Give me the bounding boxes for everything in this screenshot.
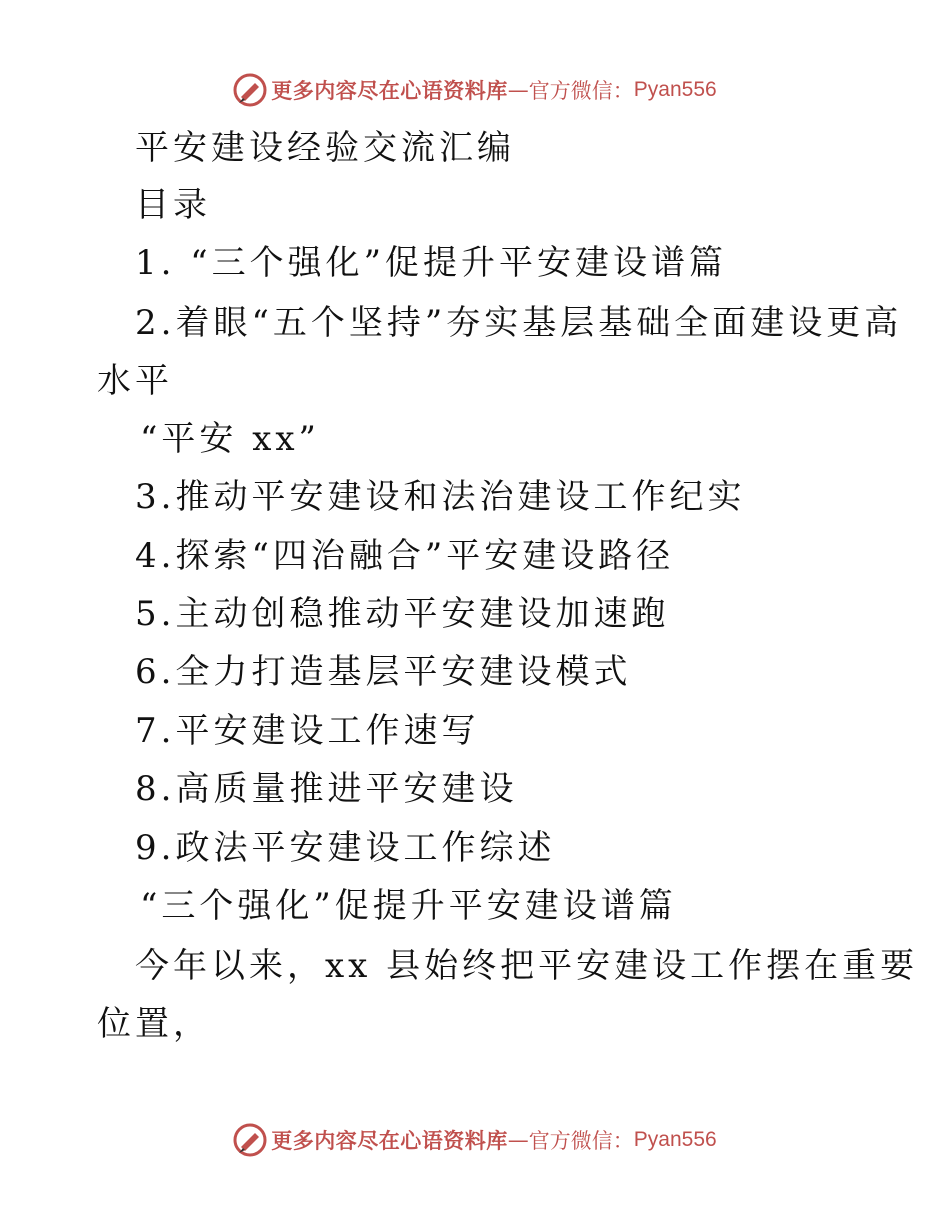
pen-logo-icon <box>233 1123 267 1157</box>
body-paragraph-line: 位置， <box>97 1004 211 1044</box>
document-title: 平安建设经验交流汇编 <box>135 128 515 168</box>
toc-item: 6.全力打造基层平安建设模式 <box>135 652 632 692</box>
section-heading: “三个强化”促提升平安建设谱篇 <box>140 886 677 926</box>
toc-item: 2.着眼“五个坚持”夯实基层基础全面建设更高 <box>135 303 903 343</box>
watermark-banner-bottom <box>0 1120 950 1160</box>
watermark-main-text: 更多内容尽在心语资料库 <box>271 1129 508 1153</box>
toc-item: 7.平安建设工作速写 <box>135 711 480 751</box>
watermark-dash: — <box>507 1128 529 1152</box>
pen-logo-icon <box>233 73 267 107</box>
toc-item: 8.高质量推进平安建设 <box>135 769 518 809</box>
toc-heading: 目录 <box>135 185 211 225</box>
toc-item: 4.探索“四治融合”平安建设路径 <box>135 536 675 576</box>
watermark-sub-text: 官方微信： <box>528 79 634 103</box>
watermark-id: Pyan556 <box>633 78 717 101</box>
body-paragraph-line: 今年以来，xx 县始终把平安建设工作摆在重要 <box>135 946 919 986</box>
watermark-main-text: 更多内容尽在心语资料库 <box>271 79 508 103</box>
watermark-id: Pyan556 <box>633 1128 717 1151</box>
toc-item-continuation: 水平 <box>97 361 173 401</box>
watermark-sub-text: 官方微信： <box>528 1129 634 1153</box>
toc-item: 1. “三个强化”促提升平安建设谱篇 <box>135 243 728 283</box>
watermark-dash: — <box>507 78 529 102</box>
watermark-banner-top <box>0 70 950 110</box>
toc-item: 3.推动平安建设和法治建设工作纪实 <box>135 477 746 517</box>
toc-item: 5.主动创稳推动平安建设加速跑 <box>135 594 670 634</box>
toc-item: 9.政法平安建设工作综述 <box>135 828 556 868</box>
toc-item-subtitle: “平安 xx” <box>140 419 320 459</box>
